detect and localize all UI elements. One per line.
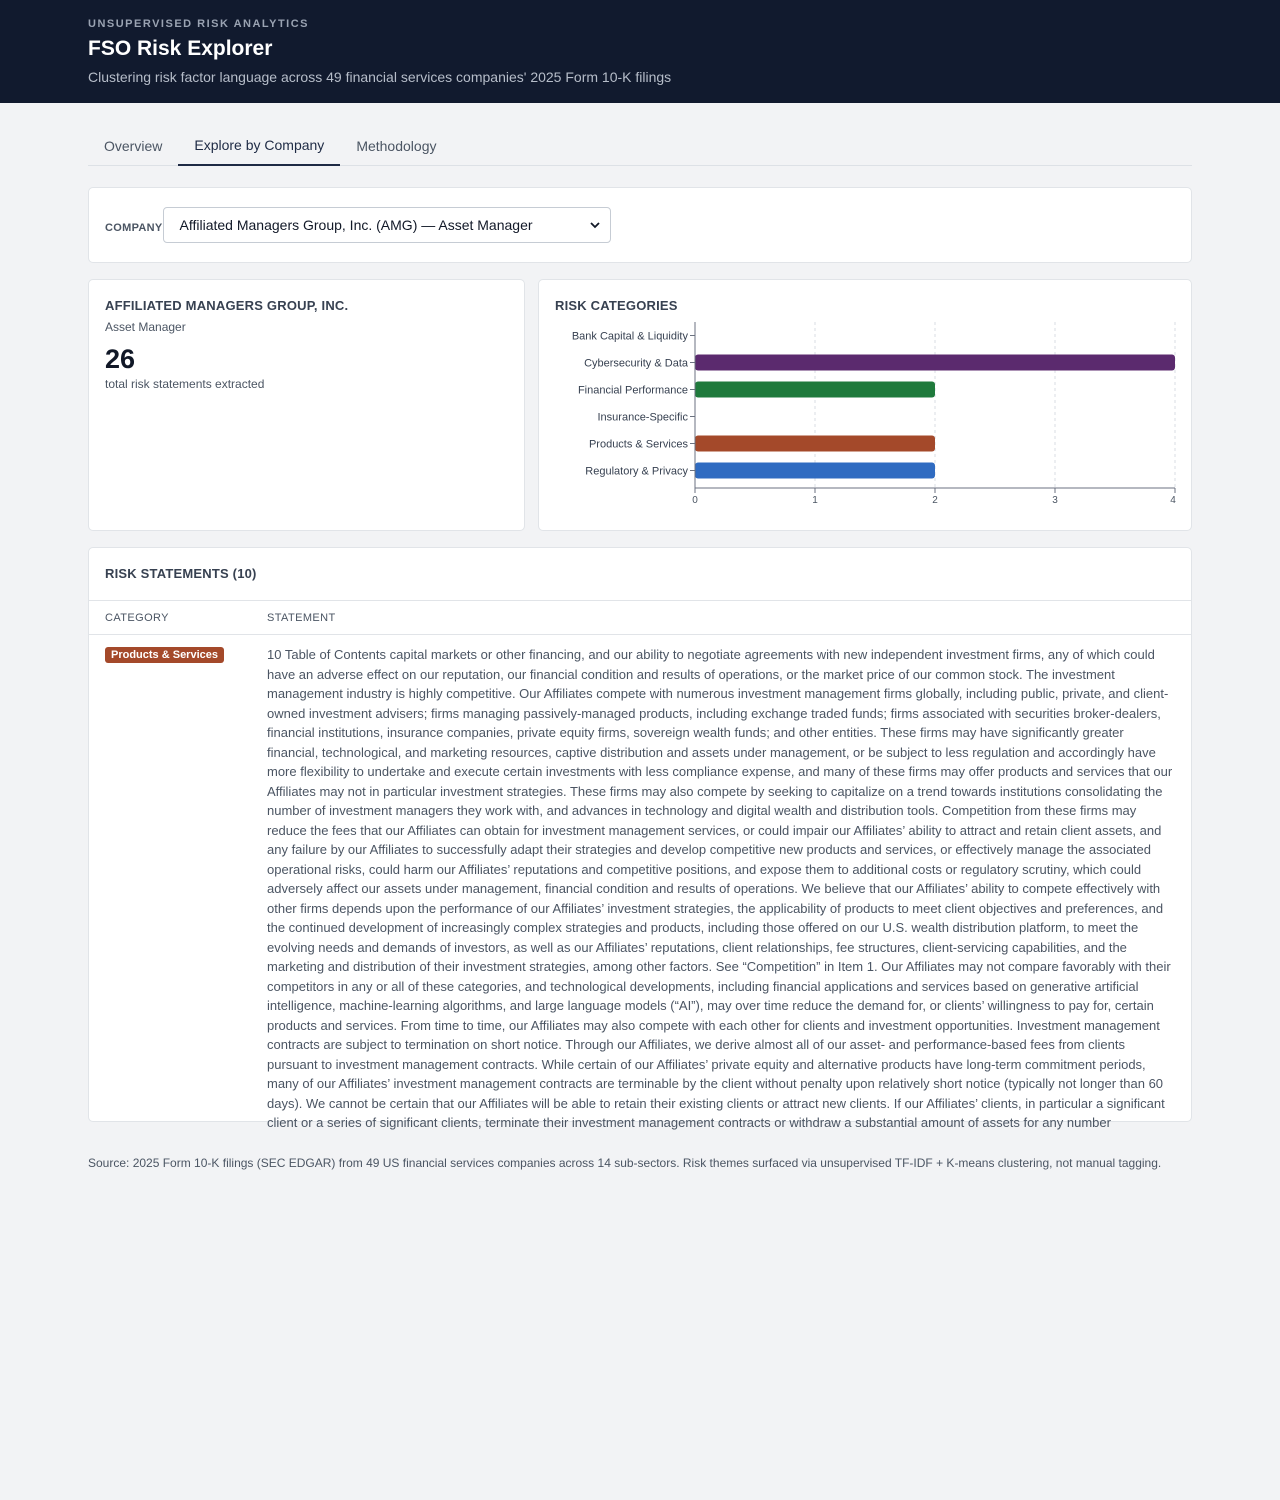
risk-statements-header bbox=[89, 548, 1191, 601]
summary-row bbox=[88, 279, 1192, 531]
risk-categories-card bbox=[538, 279, 1192, 531]
x-tick-label: 3 bbox=[1052, 495, 1058, 506]
risk-categories-chart bbox=[539, 280, 1193, 532]
company-select-value: Affiliated Managers Group, Inc. (AMG) — Asset Manager bbox=[179, 217, 533, 233]
app-header bbox=[0, 0, 1280, 103]
category-label: Cybersecurity & Data bbox=[584, 357, 688, 370]
column-header-category: CATEGORY bbox=[105, 611, 169, 624]
company-sector: Asset Manager bbox=[105, 320, 186, 334]
tab-explore-by-company[interactable]: Explore by Company bbox=[178, 127, 340, 166]
x-tick-label: 0 bbox=[692, 495, 698, 506]
statements-table-header bbox=[89, 601, 1191, 635]
category-label: Bank Capital & Liquidity bbox=[571, 330, 688, 343]
column-header-statement: STATEMENT bbox=[267, 611, 336, 624]
company-picker-card bbox=[88, 187, 1192, 263]
risk-statements-card bbox=[88, 547, 1192, 1130]
x-tick-label: 2 bbox=[932, 495, 938, 506]
category-label: Regulatory & Privacy bbox=[585, 465, 688, 478]
company-name: AFFILIATED MANAGERS GROUP, INC. bbox=[105, 298, 349, 313]
header-eyebrow: UNSUPERVISED RISK ANALYTICS bbox=[88, 18, 310, 30]
risk-categories-heading: RISK CATEGORIES bbox=[555, 298, 678, 313]
source-note: Source: 2025 Form 10-K filings (SEC EDGAR) from 49 US financial services companies across 14 sub-sectors. Risk themes surfaced via unsupervised TF-IDF + K-means clustering, not manual tagging. bbox=[88, 1156, 1162, 1170]
app-title: FSO Risk Explorer bbox=[88, 37, 273, 60]
row-statement-text: 10 Table of Contents capital markets or other financing, and our ability to negotiate agreements with new independent investment firms, any of which could have an adverse effect on our reputation, our financial condition and results of operations, or the market price of our common stock. The investment management industry is highly competitive. Our Affiliates compete with numerous investment management firms globally, including public, private, and client-owned investment advisers; firms managing passively-managed products, including exchange traded funds; firms associated with securities broker-dealers, financial institutions, insurance companies, private equity firms, sovereign wealth funds; and other entities. These firms may have significantly greater financial, technological, and marketing resources, captive distribution and assets under management, or be subject to less regulation and accordingly have more flexibility to undertake and execute certain investments with less compliance expense, and many of these firms may offer products and services that our Affiliates may not in particular investment strategies. These firms may also compete by seeking to capitalize on a trend towards institutions consolidating the number of investment managers they work with, and advances in technology and digital wealth and distribution tools. Competition from these firms may reduce the fees that our Affiliates can obtain for investment management services, or could impair our Affiliates’ ability to attract and retain client assets, and any failure by our Affiliates to successfully adapt their strategies and develop competitive new products and services, or effectively manage the associated operational risks, could harm our Affiliates’ reputations and competitive positions, and expose them to additional costs or regulatory scrutiny, which could adversely affect our assets under management, financial condition and results of operations. We believe that our Affiliates’ ability to compete effectively with other firms depends upon the performance of our Affiliates’ investment strategies, the applicability of products to meet client objectives and preferences, and the continued development of increasingly complex strategies and products, including those offered on our U.S. wealth distribution platform, to meet the evolving needs and demands of investors, as well as our Affiliates’ reputations, client relationships, fee structures, client-servicing capabilities, and the marketing and distribution of their investment strategies, among other factors. See “Competition” in Item 1. Our Affiliates may not compare favorably with their competitors in any or all of these categories, and technological developments, including financial applications and services based on generative artificial intelligence, machine-learning algorithms, and large language models (“AI”), may over time reduce the demand for, or clients’ willingness to pay for, certain products and services. From time to time, our Affiliates may also compete with each other for clients and investment opportunities. Investment management contracts are subject to termination on short notice. Through our Affiliates, we derive almost all of our asset- and performance-based fees from clients pursuant to investment management contracts. While certain of our Affiliates’ private equity and alternative products have long-term commitment periods, many of our Affiliates’ investment management contracts are terminable by the client without penalty upon relatively short notice (typically not longer than 60 days). We cannot be certain that our Affiliates will be able to retain their existing clients or attract new clients. If our Affiliates’ clients, in particular a significant client or a series of significant clients, terminate their investment management contracts or withdraw a substantial amount of assets for any number bbox=[267, 647, 1173, 1130]
tab-bar bbox=[88, 127, 1192, 166]
x-tick-label: 4 bbox=[1170, 495, 1176, 506]
table-row bbox=[89, 635, 1191, 1133]
company-summary-card bbox=[88, 279, 525, 531]
company-select[interactable] bbox=[163, 207, 611, 243]
category-label: Financial Performance bbox=[577, 384, 688, 397]
bar-regulatory-privacy bbox=[695, 463, 935, 479]
total-statements-label: total risk statements extracted bbox=[105, 377, 265, 391]
main-content bbox=[0, 127, 1280, 1170]
risk-statements-heading: RISK STATEMENTS (10) bbox=[105, 566, 257, 581]
company-picker-label: COMPANY bbox=[105, 222, 163, 234]
category-label: Insurance-Specific bbox=[597, 411, 688, 424]
tab-methodology[interactable]: Methodology bbox=[356, 138, 437, 154]
x-tick-label: 1 bbox=[812, 495, 818, 506]
category-badge: Products & Services bbox=[105, 647, 224, 663]
category-label: Products & Services bbox=[588, 438, 688, 451]
app-subtitle: Clustering risk factor language across 49 financial services companies' 2025 Form 10-K filings bbox=[88, 69, 672, 85]
bar-products-services bbox=[695, 436, 935, 452]
bar-financial-performance bbox=[695, 382, 935, 398]
bar-cybersecurity-data bbox=[695, 355, 1175, 371]
total-statements-count: 26 bbox=[105, 344, 136, 374]
row-category-cell bbox=[89, 645, 267, 1133]
tab-overview[interactable]: Overview bbox=[104, 138, 163, 154]
chevron-down-icon bbox=[590, 222, 600, 229]
